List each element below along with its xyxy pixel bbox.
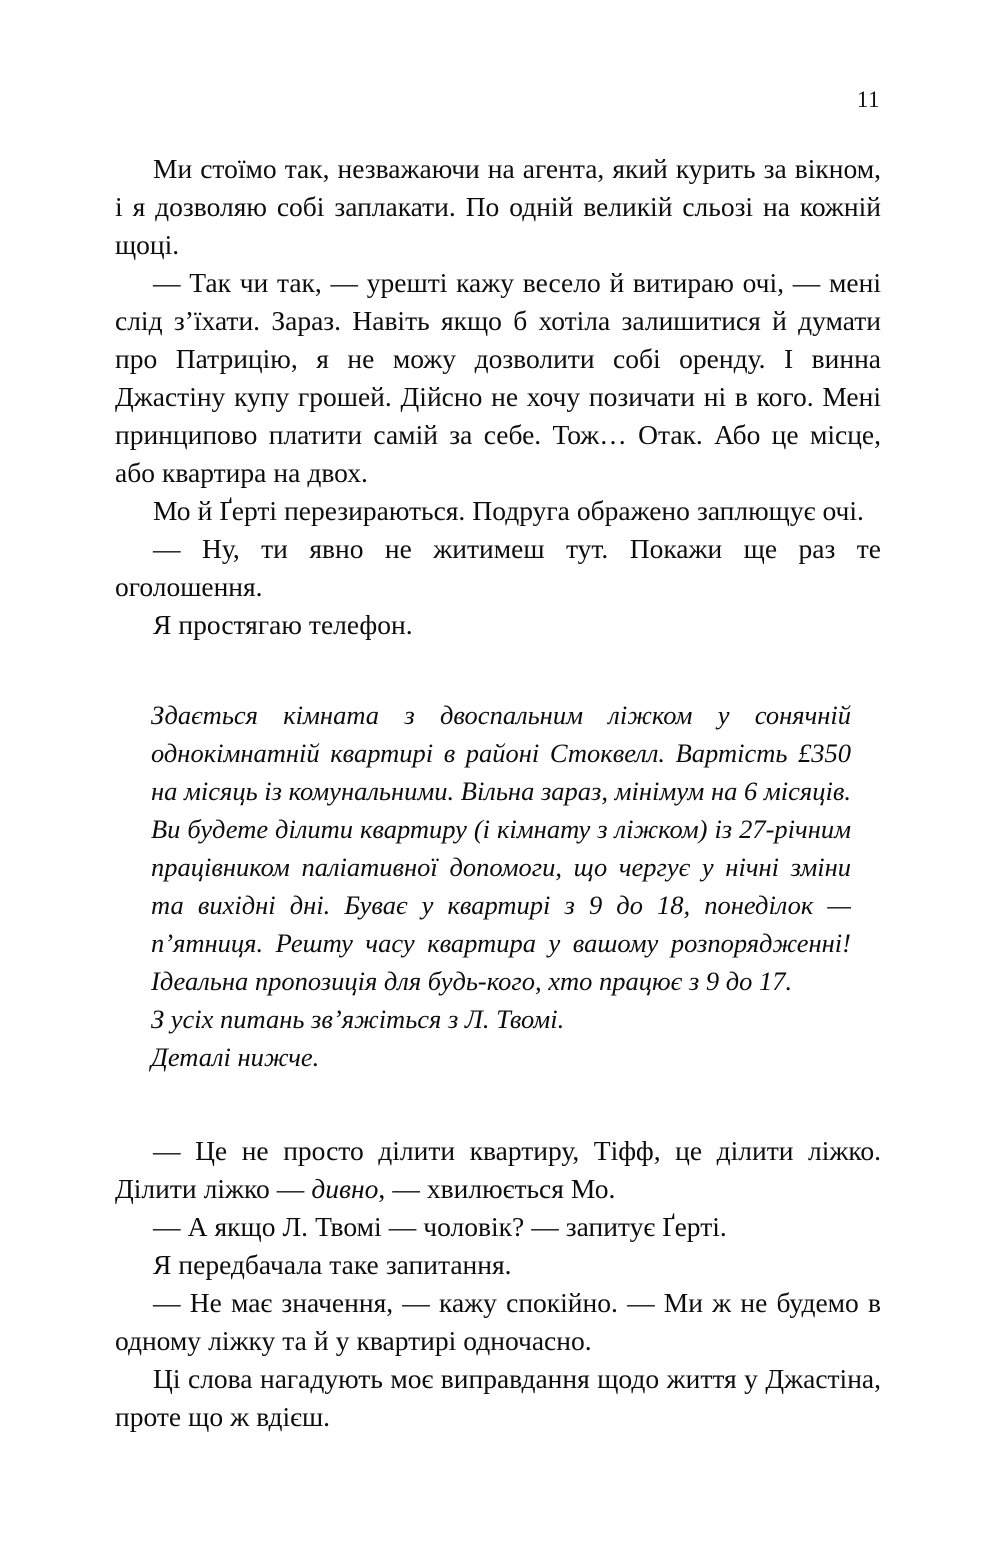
paragraph: — Так чи так, — урешті кажу весело й витираю очі, — мені слід з’їхати. Зараз. Навіть якщо б хотіла залишитися й думати про Патрицію, я не можу дозволити собі оренду. І винна Джастіну купу грошей. Дійсно не хочу позичати ні в кого. Мені принципово платити самій за себе. Тож… Отак. Або це місце, або квартира на двох.	[115, 267, 881, 488]
paragraph	[115, 1132, 881, 1208]
paragraph: Ці слова нагадують моє виправдання щодо життя у Джастіна, проте що ж вдієш.	[115, 1363, 881, 1432]
paragraph: Я простягаю телефон.	[153, 609, 413, 640]
spacer	[115, 1076, 881, 1132]
listing-advert-block	[115, 644, 881, 1132]
text-column	[115, 150, 881, 1436]
advert-paragraph: Здається кімната з двоспальним ліжком у сонячній однокімнатній квартирі в районі Стоквелл. Вартість £350 на місяць із комунальними. Вільна зараз, мінімум на 6 місяців.	[151, 700, 851, 806]
paragraph: — А якщо Л. Твомі — чоловік? — запитує Ґерті.	[153, 1211, 727, 1242]
paragraph: Ми стоїмо так, незважаючи на агента, який курить за вікном, і я дозволяю собі заплакати. По одній великій сльозі на кожній щоці.	[115, 153, 881, 260]
advert-paragraph: Ви будете ділити квартиру (і кімнату з ліжком) із 27-річним працівником паліативної допомоги, що чергує у нічні зміни та вихідні дні. Буває у квартирі з 9 до 18, понеділок — п’ятниця. Решту часу квартира у вашому розпорядженні! Ідеальна пропозиція для будь-кого, хто працює з 9 до 17.	[151, 814, 851, 996]
paragraph: Мо й Ґерті перезираються. Подруга ображено заплющує очі.	[153, 495, 864, 526]
advert-contact-line: З усіх питань зв’яжіться з Л. Твомі.	[151, 1004, 565, 1034]
advert-details-line: Деталі нижче.	[151, 1042, 320, 1072]
paragraph-segment: , — хвилюється Мо.	[378, 1173, 616, 1204]
emphasis-word: дивно	[311, 1173, 379, 1204]
page-number: 11	[856, 87, 880, 112]
paragraph: — Не має значення, — кажу спокійно. — Ми ж не будемо в одному ліжку та й у квартирі одночасно.	[115, 1287, 881, 1356]
paragraph: — Ну, ти явно не житимеш тут. Покажи ще раз те оголошення.	[115, 533, 881, 602]
spacer	[115, 644, 881, 696]
paragraph-segment: — Це не просто ділити квартиру, Тіфф, це ділити ліжко. Ділити ліжко —	[115, 1135, 881, 1204]
paragraph: Я передбачала таке запитання.	[153, 1249, 512, 1280]
